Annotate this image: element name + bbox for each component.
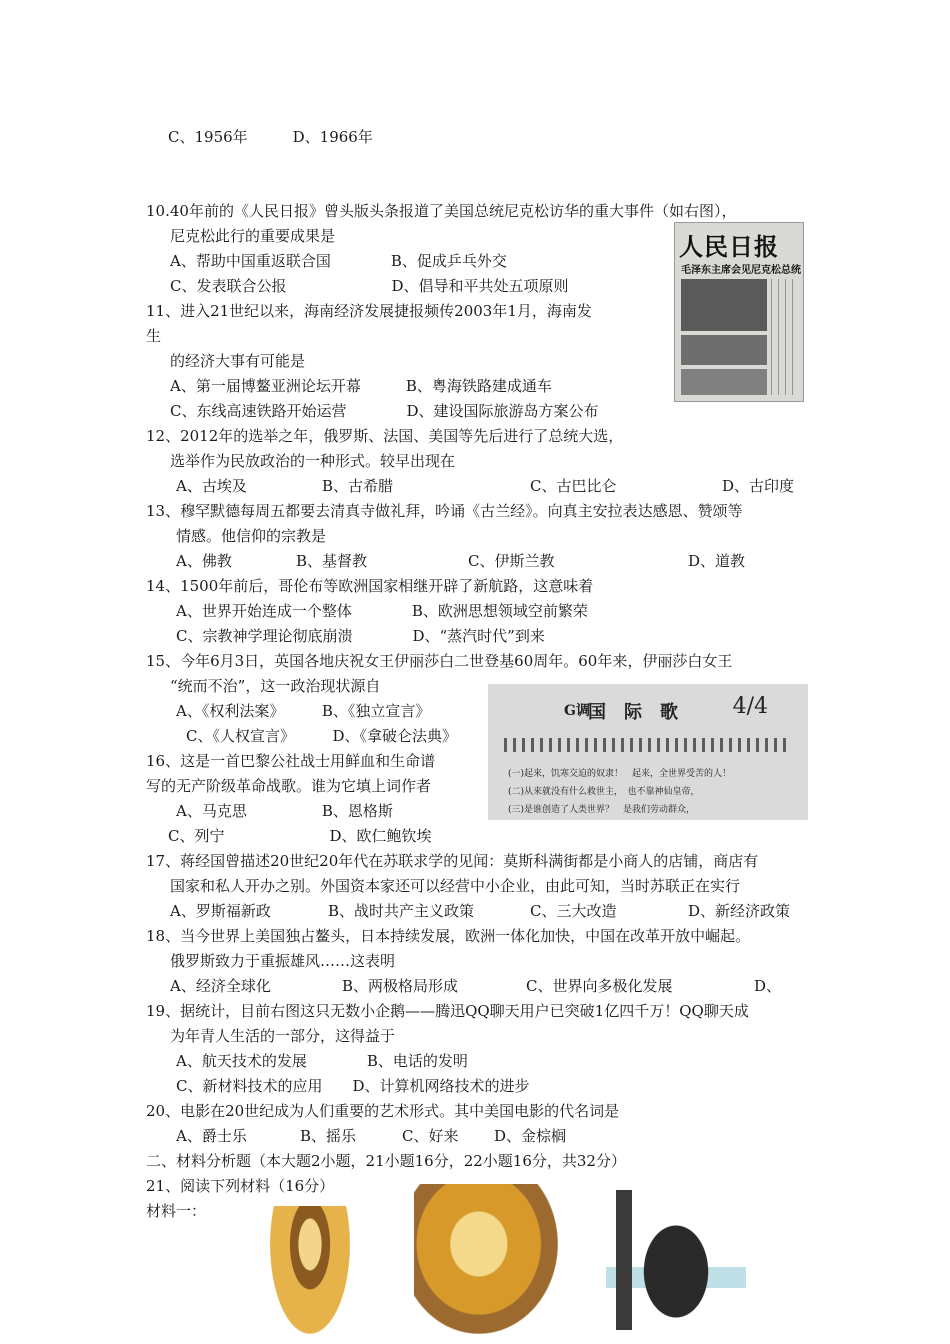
song-notation [504,738,792,752]
song-key: G调 [564,703,590,719]
q17-option-b: B、战时共产主义政策 [328,902,475,920]
q17-stem: 17、蒋经国曾描述20世纪20年代在苏联求学的见闻：莫斯科满街都是小商人的店铺，商店有 [146,852,759,870]
q12-option-a: A、古埃及 [176,477,247,495]
q12-option-c: C、古巴比仑 [530,477,617,495]
q13-option-a: A、佛教 [176,552,232,570]
q10-options-cd: C、发表联合公报 D、倡导和平共处五项原则 [170,277,569,295]
q18-stem-cont: 俄罗斯致力于重振雄风……这表明 [170,952,396,970]
song-lyric-row: (一)起来，饥寒交迫的奴隶！ 起来，全世界受苦的人！ [508,769,732,779]
q11-stem-wrap: 生 [146,327,162,345]
internationale-score-image [488,684,808,820]
q20-option-c: C、好来 [402,1127,459,1145]
q11-stem-cont: 的经济大事有可能是 [170,352,306,370]
q19-stem-cont: 为年青人生活的一部分，这得益于 [170,1027,396,1045]
newspaper-photo-mid [681,335,767,365]
q15-stem-cont: “统而不治”，这一政治现状源自 [170,677,381,695]
song-lyric-row: (三)是谁创造了人类世界？ 是我们劳动群众， [508,805,696,815]
q10-stem: 10.40年前的《人民日报》曾头版头条报道了美国总统尼克松访华的重大事件（如右图）， [146,202,737,220]
song-lyric-row: (二)从来就没有什么救世主， 也不靠神仙皇帝， [508,787,700,797]
q13-option-b: B、基督教 [296,552,368,570]
q16-options-ab: A、马克思 B、恩格斯 [176,802,393,820]
song-title: 国际歌 [588,702,696,723]
equestrian-statue-image [606,1190,746,1330]
q13-stem-cont: 情感。他信仰的宗教是 [176,527,327,545]
q11-stem: 11、进入21世纪以来，海南经济发展捷报频传2003年1月，海南发 [146,302,592,320]
section-two-heading: 二、材料分析题（本大题2小题，21小题16分，22小题16分，共32分） [146,1152,626,1170]
q11-options-cd: C、东线高速铁路开始运营 D、建设国际旅游岛方案公布 [170,402,599,420]
emperor-figure-image [270,1206,350,1334]
q13-stem: 13、穆罕默德每周五都要去清真寺做礼拜，吟诵《古兰经》。向真主安拉表达感恩、赞颂等 [146,502,743,520]
q10-stem-cont: 尼克松此行的重要成果是 [170,227,336,245]
q15-options-ab: A、《权利法案》 B、《独立宣言》 [176,702,431,720]
newspaper-text-column [771,279,799,395]
q10-options-ab: A、帮助中国重返联合国 B、促成乒乓外交 [170,252,507,270]
q15-stem: 15、今年6月3日，英国各地庆祝女王伊丽莎白二世登基60周年。60年来，伊丽莎白女王 [146,652,733,670]
q17-stem-cont: 国家和私人开办之别。外国资本家还可以经营中小企业，由此可知，当时苏联正在实行 [170,877,741,895]
q18-stem: 18、当今世界上美国独占鳌头，日本持续发展，欧洲一体化加快，中国在改革开放中崛起。 [146,927,751,945]
q18-option-d: D、 [754,977,782,995]
newspaper-photo-bottom [681,369,767,395]
q19-stem: 19、据统计，目前右图这只无数小企鹅——腾迅QQ聊天用户已突破1亿四千万！QQ聊天成 [146,1002,749,1020]
statue-silhouette [626,1200,726,1330]
newspaper-image [674,222,804,402]
q20-option-d: D、金棕榈 [494,1127,567,1145]
q11-options-ab: A、第一届博鳌亚洲论坛开幕 B、粤海铁路建成通车 [170,377,552,395]
q9-options: C、1956年 D、1966年 [168,128,373,146]
q14-options-cd: C、宗教神学理论彻底崩溃 D、“蒸汽时代”到来 [176,627,545,645]
q17-option-a: A、罗斯福新政 [170,902,271,920]
q20-option-a: A、爵士乐 [176,1127,247,1145]
q16-stem-cont: 写的无产阶级革命战歌。谁为它填上词作者 [146,777,432,795]
q17-option-c: C、三大改造 [530,902,617,920]
q21-stem: 21、阅读下列材料（16分） [146,1177,335,1195]
q18-option-a: A、经济全球化 [170,977,271,995]
q13-option-c: C、伊斯兰教 [468,552,555,570]
q16-stem: 16、这是一首巴黎公社战士用鲜血和生命谱 [146,752,436,770]
q18-option-b: B、两极格局形成 [342,977,459,995]
q16-options-cd: C、列宁 D、欧仁鲍钦埃 [168,827,432,845]
q20-stem: 20、电影在20世纪成为人们重要的艺术形式。其中美国电影的代名词是 [146,1102,620,1120]
q19-options-cd: C、新材料技术的应用 D、计算机网络技术的进步 [176,1077,530,1095]
newspaper-masthead: 人民日报 [679,232,779,261]
q14-options-ab: A、世界开始连成一个整体 B、欧洲思想领域空前繁荣 [176,602,588,620]
q15-options-cd: C、《人权宣言》 D、《拿破仑法典》 [186,727,458,745]
newspaper-photo-top [681,279,767,331]
q12-stem-cont: 选举作为民放政治的一种形式。较早出现在 [170,452,456,470]
song-meter: 4/4 [732,694,768,719]
material-one-label: 材料一： [146,1202,207,1220]
q19-options-ab: A、航天技术的发展 B、电话的发明 [176,1052,468,1070]
emperor-court-image [414,1184,558,1334]
newspaper-headline: 毛泽东主席会见尼克松总统 [681,265,801,276]
q20-option-b: B、摇乐 [300,1127,357,1145]
q17-option-d: D、新经济政策 [688,902,791,920]
q14-stem: 14、1500年前后，哥伦布等欧洲国家相继开辟了新航路，这意味着 [146,577,594,595]
q12-option-b: B、古希腊 [322,477,394,495]
q18-option-c: C、世界向多极化发展 [526,977,673,995]
q12-option-d: D、古印度 [722,477,795,495]
q12-stem: 12、2012年的选举之年，俄罗斯、法国、美国等先后进行了总统大选， [146,427,624,445]
q13-option-d: D、道教 [688,552,746,570]
